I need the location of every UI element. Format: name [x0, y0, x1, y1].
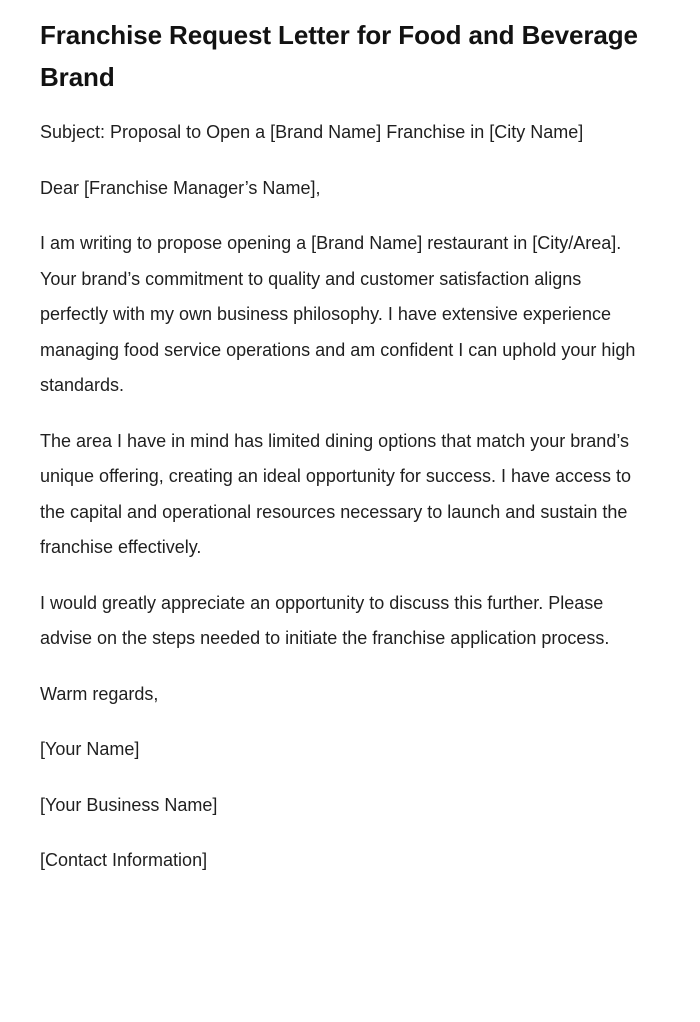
- signature-your-name: [Your Name]: [40, 739, 140, 759]
- page-title: Franchise Request Letter for Food and Beverage Brand: [40, 20, 638, 92]
- signature-business-name: [Your Business Name]: [40, 794, 218, 815]
- salutation: Dear [Franchise Manager’s Name],: [40, 177, 321, 198]
- letter-body: [40, 115, 640, 879]
- closing-salutation: Warm regards,: [40, 683, 159, 704]
- body-paragraph-3: I would greatly appreciate an opportunity to discuss this further. Please advise on the steps needed to initiate the franchise application process.: [40, 592, 610, 648]
- body-paragraph-2: The area I have in mind has limited dining options that match your brand’s unique offering, creating an ideal opportunity for success. I have access to the capital and operational resources necessary to launch and sustain the franchise effectively.: [40, 430, 632, 557]
- subject-line: Subject: Proposal to Open a [Brand Name] Franchise in [City Name]: [40, 122, 584, 142]
- body-paragraph-1: I am writing to propose opening a [Brand Name] restaurant in [City/Area]. Your brand’s commitment to quality and customer satisfaction aligns perfectly with my own business philosophy. I have extensive experience managing food service operations and am confident I can uphold your high standards.: [40, 233, 636, 395]
- signature-contact-information: [Contact Information]: [40, 850, 208, 870]
